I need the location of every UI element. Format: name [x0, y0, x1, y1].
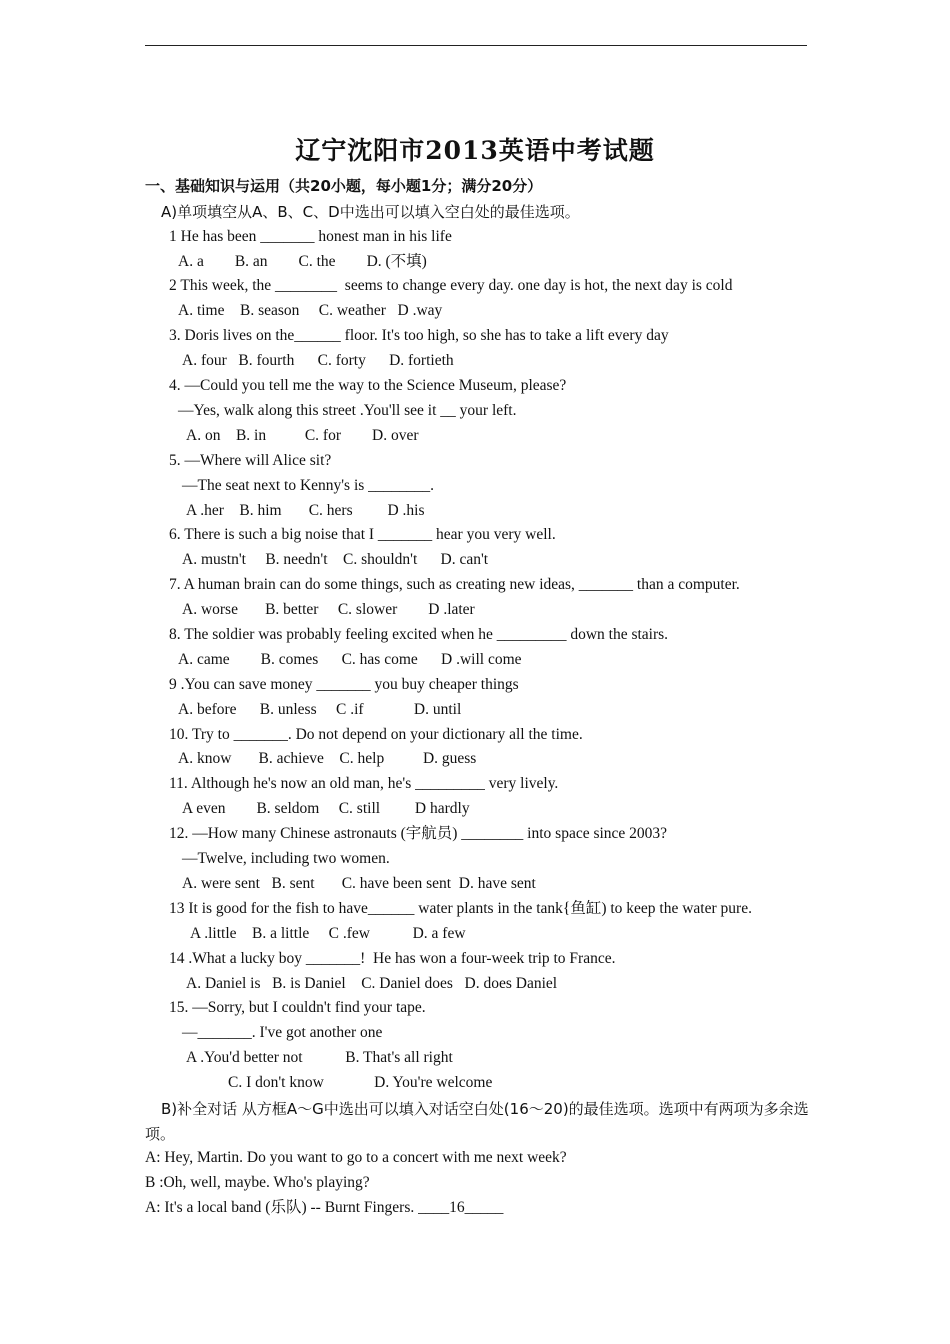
- dialogue-line-3: [145, 1198, 503, 1218]
- question-13: 13 It is good for the fish to have______ water plants in the tank{鱼缸) to keep the water pure.: [169, 900, 752, 917]
- exam-title: 辽宁沈阳市2013英语中考试题: [295, 136, 655, 165]
- question-5-options: A .her B. him C. hers D .his: [186, 502, 425, 519]
- question-8: 8. The soldier was probably feeling excited when he _________ down the stairs.: [169, 626, 669, 643]
- question-5-response: —The seat next to Kenny's is ________.: [182, 477, 435, 494]
- question-11-options: A even B. seldom C. still D hardly: [182, 800, 470, 817]
- header-rule: [145, 45, 807, 46]
- question-9-options: A. before B. unless C .if D. until: [178, 701, 462, 718]
- question-8-options: A. came B. comes C. has come D .will come: [178, 651, 522, 668]
- question-3: 3. Doris lives on the______ floor. It's too high, so she has to take a lift every day: [169, 327, 669, 344]
- question-2-options: A. time B. season C. weather D .way: [178, 302, 443, 319]
- question-6: 6. There is such a big noise that I _______ hear you very well.: [169, 526, 556, 543]
- question-14: 14 .What a lucky boy _______! He has won a four-week trip to France.: [169, 950, 616, 967]
- question-7: 7. A human brain can do some things, such as creating new ideas, _______ than a computer.: [169, 576, 740, 593]
- question-11: 11. Although he's now an old man, he's _________ very lively.: [169, 775, 559, 792]
- question-4-options: A. on B. in C. for D. over: [186, 427, 419, 444]
- section-1-heading: 一、基础知识与运用（共20小题，每小题1分；满分20分）: [145, 177, 543, 195]
- dialogue-line-1: A: Hey, Martin. Do you want to go to a concert with me next week?: [145, 1149, 567, 1166]
- question-15-options-ab: A .You'd better not B. That's all right: [186, 1049, 453, 1066]
- question-6-options: A. mustn't B. needn't C. shouldn't D. can't: [182, 551, 489, 568]
- question-2: 2 This week, the ________ seems to change every day. one day is hot, the next day is cold: [169, 277, 733, 294]
- question-14-options: A. Daniel is B. is Daniel C. Daniel does D. does Daniel: [186, 975, 558, 992]
- question-1: 1 He has been _______ honest man in his life: [169, 228, 452, 245]
- question-3-options: A. four B. fourth C. forty D. fortieth: [182, 352, 454, 369]
- question-15-options-cd: C. I don't know D. You're welcome: [228, 1074, 493, 1091]
- question-12-options: A. were sent B. sent C. have been sent D. have sent: [182, 875, 536, 892]
- dialogue-line-3-text: A: It's a local band (乐队) -- Burnt Fingers.: [145, 1199, 419, 1216]
- question-1-options: A. a B. an C. the D. (不填): [178, 253, 427, 270]
- question-13-options: A .little B. a little C .few D. a few: [190, 925, 466, 942]
- question-5: 5. —Where will Alice sit?: [169, 452, 332, 469]
- blank-16: ____16_____: [418, 1199, 504, 1216]
- question-9: 9 .You can save money _______ you buy cheaper things: [169, 676, 519, 693]
- question-4: 4. —Could you tell me the way to the Science Museum, please?: [169, 377, 567, 394]
- question-15: 15. —Sorry, but I couldn't find your tape.: [169, 999, 426, 1016]
- part-b-instruction: B)补全对话 从方框A～G中选出可以填入对话空白处(16～20)的最佳选项。选项中有两项为多余选项。: [145, 1100, 809, 1143]
- dialogue-line-2: B :Oh, well, maybe. Who's playing?: [145, 1174, 370, 1191]
- question-7-options: A. worse B. better C. slower D .later: [182, 601, 475, 618]
- question-12-response: —Twelve, including two women.: [182, 850, 390, 867]
- question-10-options: A. know B. achieve C. help D. guess: [178, 750, 477, 767]
- part-a-instruction: A)单项填空从A、B、C、D中选出可以填入空白处的最佳选项。: [161, 203, 580, 221]
- question-10: 10. Try to _______. Do not depend on your dictionary all the time.: [169, 726, 583, 743]
- question-15-response: —_______. I've got another one: [182, 1024, 383, 1041]
- question-4-response: —Yes, walk along this street .You'll see it __ your left.: [178, 402, 517, 419]
- question-12: 12. —How many Chinese astronauts (宇航员) ________ into space since 2003?: [169, 825, 668, 842]
